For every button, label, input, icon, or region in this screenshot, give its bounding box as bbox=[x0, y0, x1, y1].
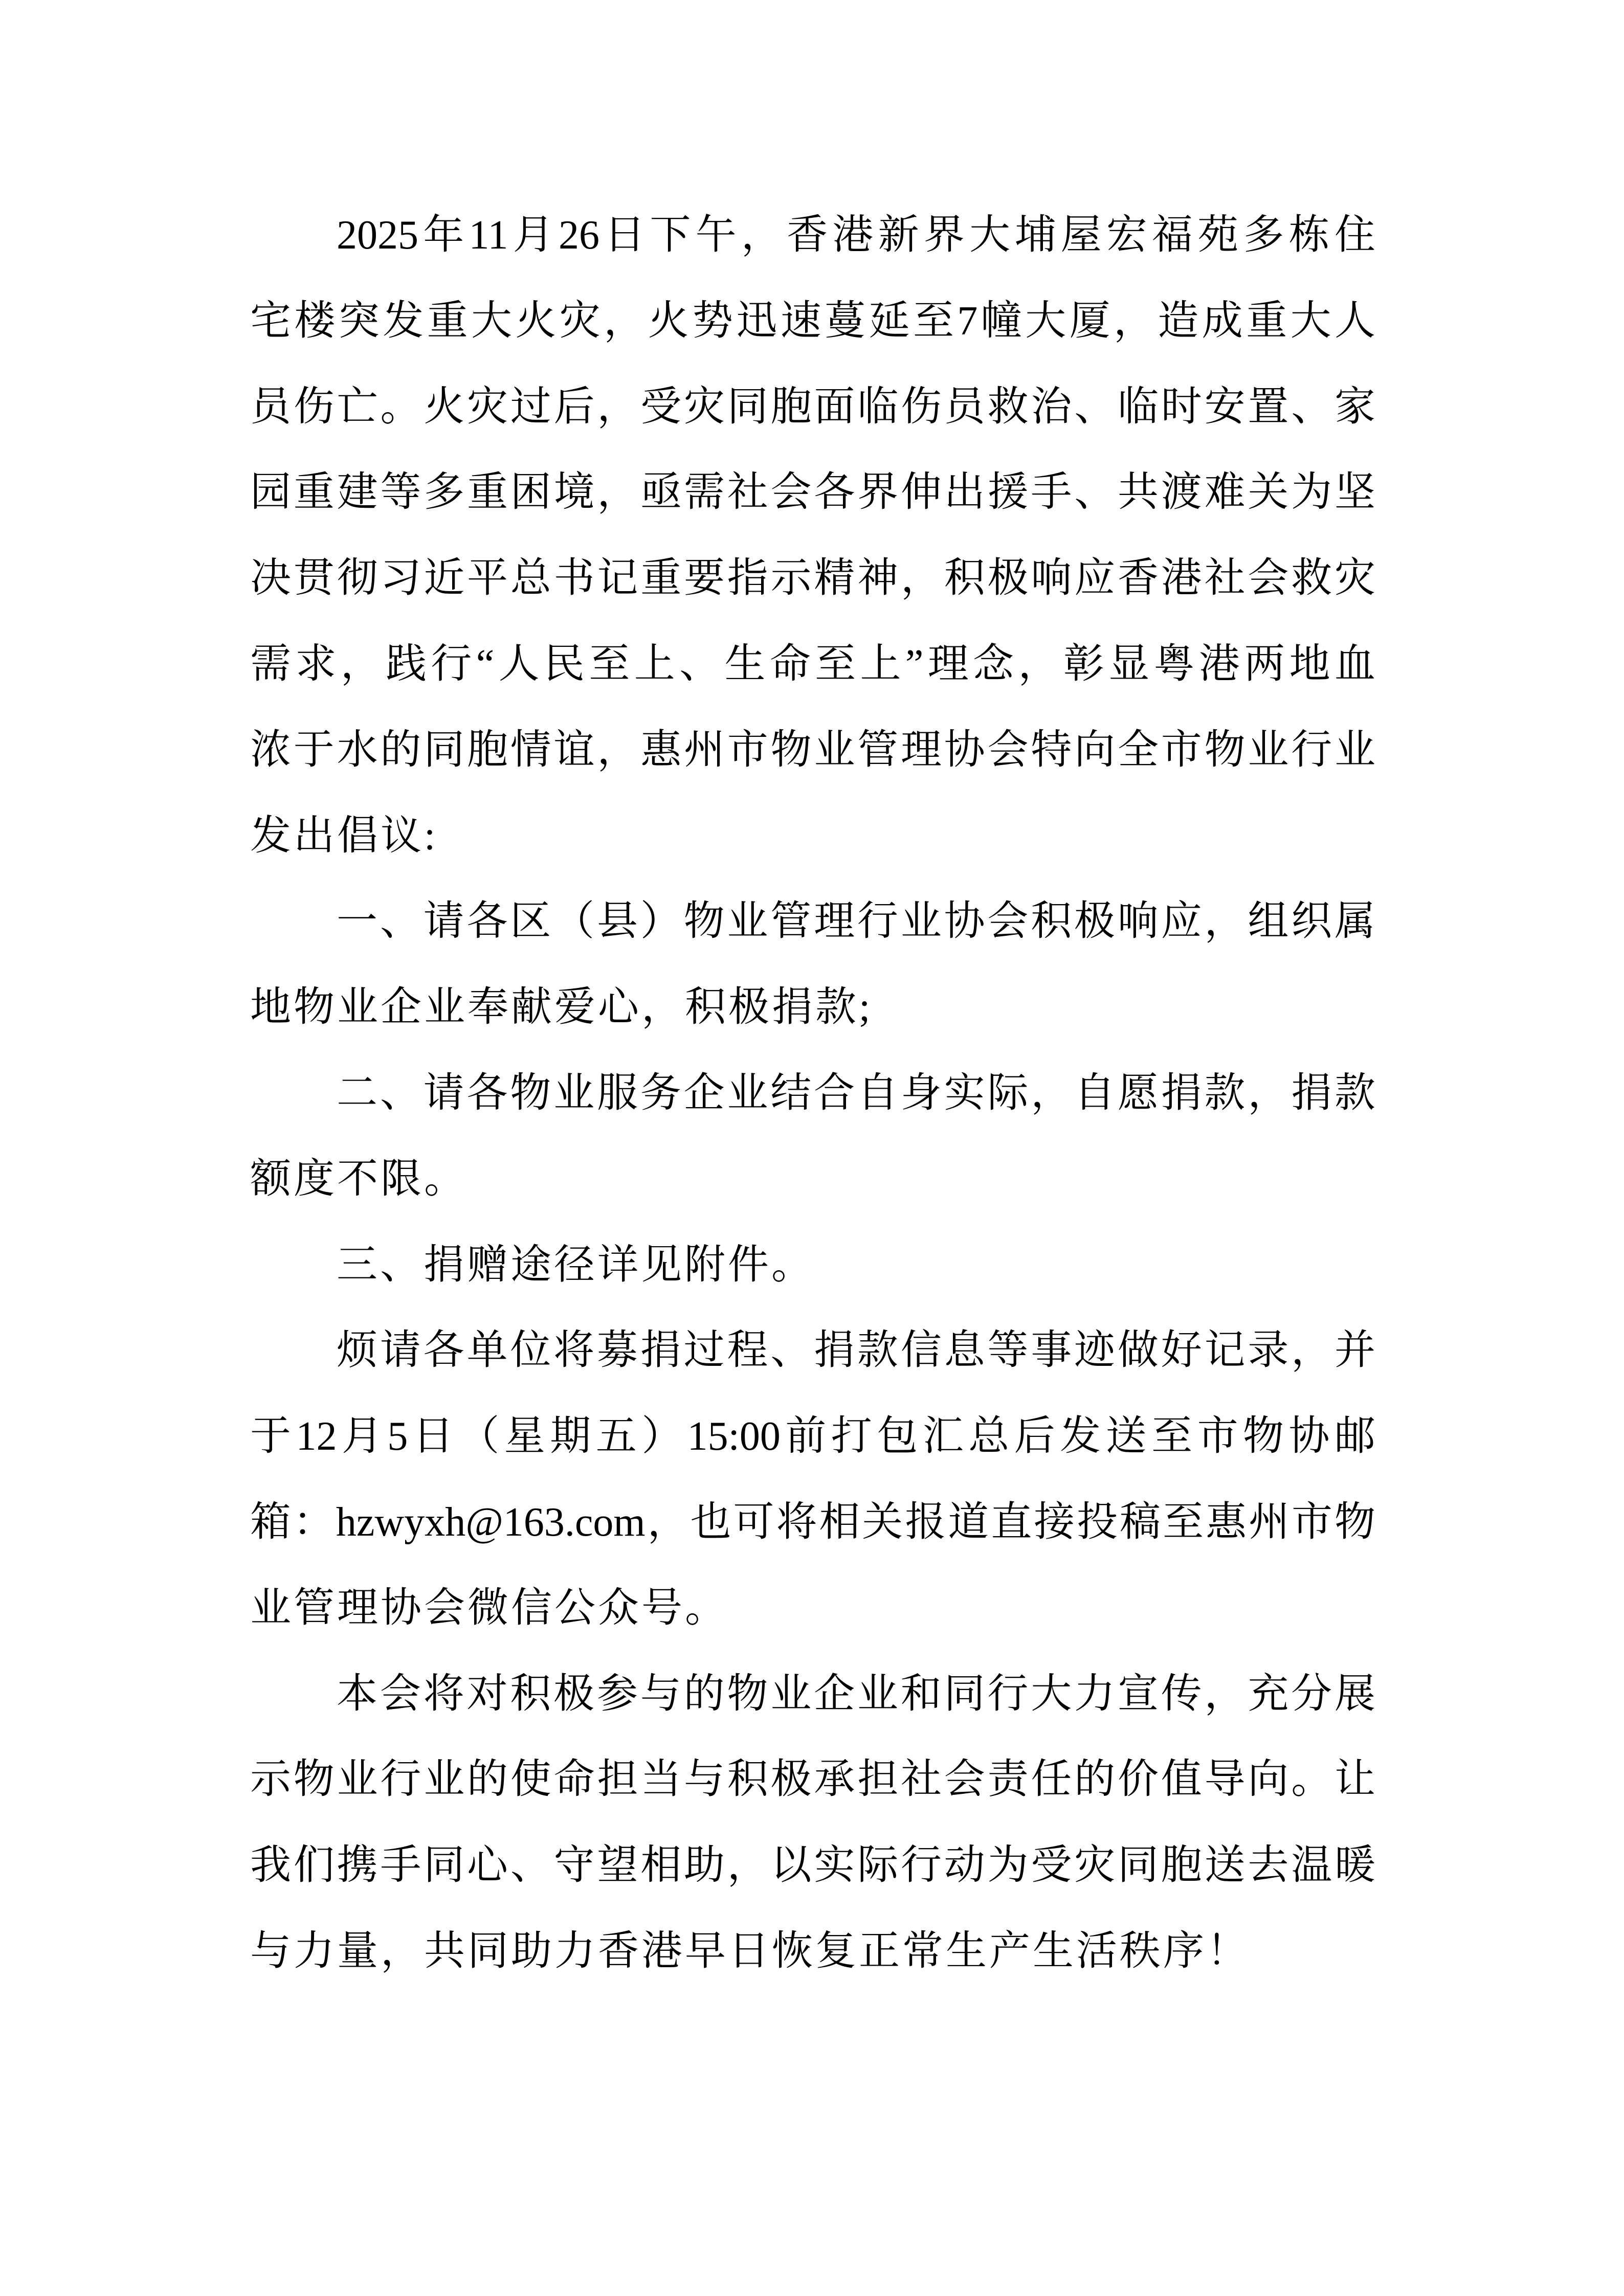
paragraph-closing bbox=[250, 1652, 1375, 1995]
text-line: 员伤亡。火灾过后，受灾同胞面临伤员救治、临时安置、家 bbox=[250, 384, 1375, 430]
text-line: 于12月5日（星期五）15:00前打包汇总后发送至市物协邮 bbox=[250, 1414, 1375, 1459]
text-line: 额度不限。 bbox=[250, 1156, 468, 1202]
text-line: 二、请各物业服务企业结合自身实际，自愿捐款，捐款 bbox=[337, 1070, 1375, 1116]
paragraph-item-3 bbox=[250, 1223, 1375, 1309]
text-line: 我们携手同心、守望相助，以实际行动为受灾同胞送去温暖 bbox=[250, 1843, 1375, 1888]
text-line: 浓于水的同胞情谊，惠州市物业管理协会特向全市物业行业 bbox=[250, 727, 1375, 773]
text-line: 业管理协会微信公众号。 bbox=[250, 1585, 728, 1631]
text-line: 地物业企业奉献爱心，积极捐款; bbox=[250, 985, 873, 1030]
paragraph-submission bbox=[250, 1308, 1375, 1651]
text-line: 需求，践行“人民至上、生命至上”理念，彰显粤港两地血 bbox=[250, 641, 1375, 687]
paragraph-item-2 bbox=[250, 1051, 1375, 1223]
text-line: 与力量，共同助力香港早日恢复正常生产生活秩序！ bbox=[250, 1928, 1250, 1974]
text-line: 2025年11月26日下午，香港新界大埔屋宏福苑多栋住 bbox=[337, 213, 1375, 258]
text-line-email: 箱：hzwyxh@163.com，也可将相关报道直接投稿至惠州市物 bbox=[250, 1499, 1375, 1545]
text-line: 一、请各区（县）物业管理行业协会积极响应，组织属 bbox=[337, 899, 1375, 944]
text-line: 园重建等多重困境，亟需社会各界伸出援手、共渡难关为坚 bbox=[250, 470, 1375, 515]
text-line: 决贯彻习近平总书记重要指示精神，积极响应香港社会救灾 bbox=[250, 556, 1375, 601]
text-line: 发出倡议: bbox=[250, 813, 438, 859]
text-line: 烦请各单位将募捐过程、捐款信息等事迹做好记录，并 bbox=[337, 1328, 1375, 1374]
document-body bbox=[250, 193, 1375, 1995]
text-line: 本会将对积极参与的物业企业和同行大力宣传，充分展 bbox=[337, 1671, 1375, 1717]
text-line: 示物业行业的使命担当与积极承担社会责任的价值导向。让 bbox=[250, 1757, 1375, 1803]
text-line: 宅楼突发重大火灾，火势迅速蔓延至7幢大厦，造成重大人 bbox=[250, 298, 1375, 344]
paragraph-item-1 bbox=[250, 879, 1375, 1051]
text-line: 三、捐赠途径详见附件。 bbox=[337, 1242, 815, 1288]
paragraph-intro bbox=[250, 193, 1375, 879]
